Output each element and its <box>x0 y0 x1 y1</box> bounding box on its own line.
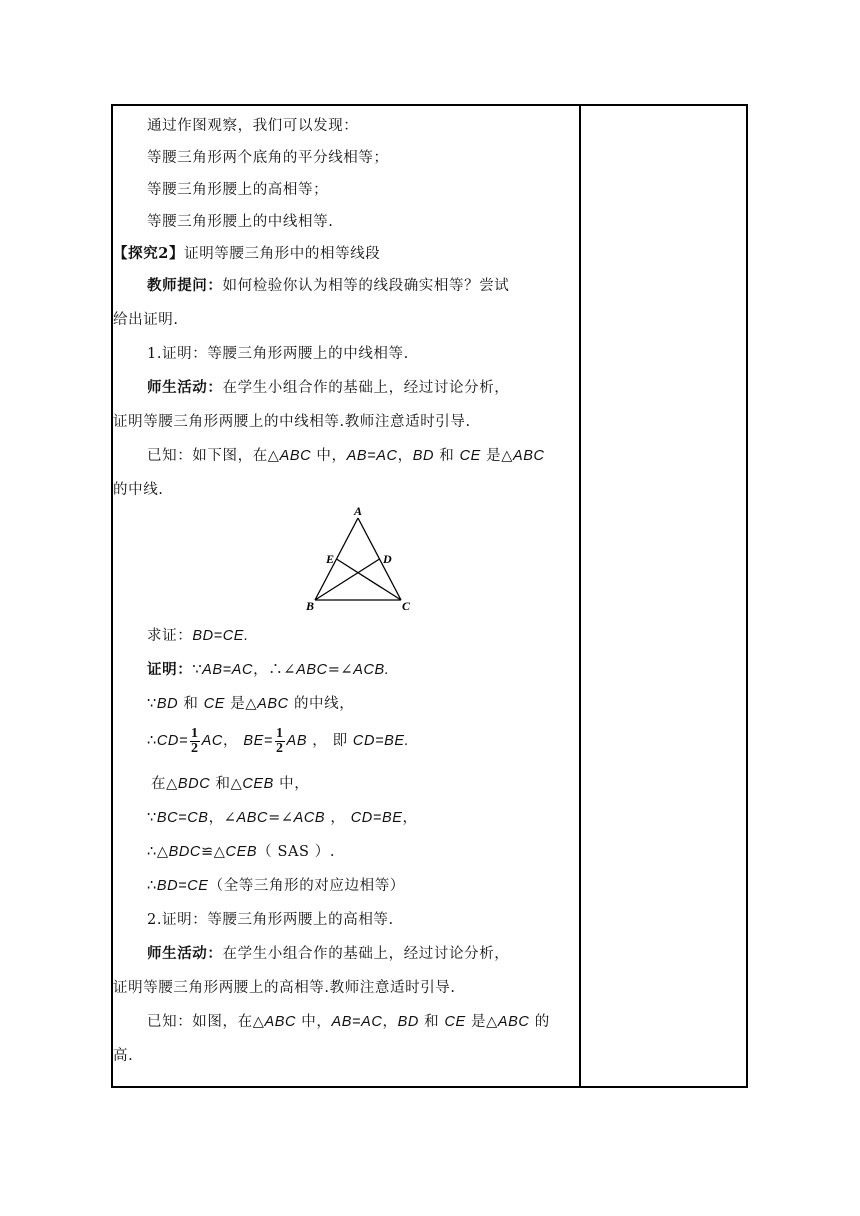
activity-1-label: 师生活动： <box>147 379 223 396</box>
fraction-half-1: $\frac{1}{2}$ <box>191 725 199 756</box>
proof-step-1: 证明：∵AB=AC，∴∠ABC=∠ACB. <box>147 661 390 678</box>
proof-step-2: ∵BD 和 CE 是△ABC 的中线， <box>147 696 355 712</box>
finding-median: 等腰三角形腰上的中线相等. <box>147 214 334 230</box>
explore-title: 【探究2】 <box>113 245 185 262</box>
proof-step-5: ∵BC=CB，∠ABC=∠ACB ， CD=BE， <box>147 810 418 826</box>
proof-step-3: ∴CD= $\frac{1}{2}$ AC， BE= $\frac{1}{2}$ AB ， 即 CD=BE. <box>147 725 410 756</box>
finding-altitude: 等腰三角形腰上的高相等； <box>147 182 329 198</box>
teacher-question-text: 如何检验你认为相等的线段确实相等？尝试 <box>222 278 510 294</box>
label-a: A <box>354 504 363 518</box>
proof-step-6: ∴△BDC≌△CEB（ SAS ）. <box>147 844 336 860</box>
explore-heading <box>113 244 380 264</box>
given-1: 已知：如下图，在△ABC 中，AB=AC，BD 和 CE 是△ABC <box>147 448 545 464</box>
proof-step-7: ∴BD=CE（全等三角形的对应边相等） <box>147 878 405 894</box>
explore-text: 证明等腰三角形中的相等线段 <box>184 246 381 262</box>
teacher-question-cont: 给出证明. <box>113 312 179 328</box>
activity-1 <box>113 378 509 398</box>
proof-label: 证明： <box>147 661 193 678</box>
teacher-question <box>113 276 509 296</box>
item-1: 1.证明：等腰三角形两腰上的中线相等. <box>147 346 409 362</box>
activity-2-label: 师生活动： <box>147 945 223 962</box>
given-2-cont: 高. <box>113 1048 134 1064</box>
to-prove: 求证：BD=CE. <box>147 628 249 644</box>
given-2: 已知：如图，在△ABC 中，AB=AC，BD 和 CE 是△ABC 的 <box>147 1014 550 1030</box>
given-1-cont: 的中线. <box>113 482 164 498</box>
activity-2 <box>113 944 509 964</box>
label-d: D <box>383 552 392 566</box>
fraction-half-2: $\frac{1}{2}$ <box>275 725 284 756</box>
activity-2-text: 在学生小组合作的基础上，经过讨论分析， <box>222 946 510 962</box>
activity-1-cont: 证明等腰三角形两腰上的中线相等.教师注意适时引导. <box>113 414 471 430</box>
label-c: C <box>402 599 411 613</box>
item-2: 2.证明：等腰三角形两腰上的高相等. <box>147 912 394 928</box>
observation-line: 通过作图观察，我们可以发现： <box>147 118 359 134</box>
label-b: B <box>306 599 315 613</box>
activity-2-cont: 证明等腰三角形两腰上的高相等.教师注意适时引导. <box>113 980 456 996</box>
column-divider <box>579 104 581 1088</box>
teacher-question-label: 教师提问： <box>147 277 223 294</box>
finding-angle-bisector: 等腰三角形两个底角的平分线相等； <box>147 150 389 166</box>
proof-step-4: 在△BDC 和△CEB 中， <box>151 776 310 792</box>
triangle-figure <box>303 504 413 616</box>
activity-1-text: 在学生小组合作的基础上，经过讨论分析， <box>222 380 510 396</box>
label-e: E <box>326 552 335 566</box>
